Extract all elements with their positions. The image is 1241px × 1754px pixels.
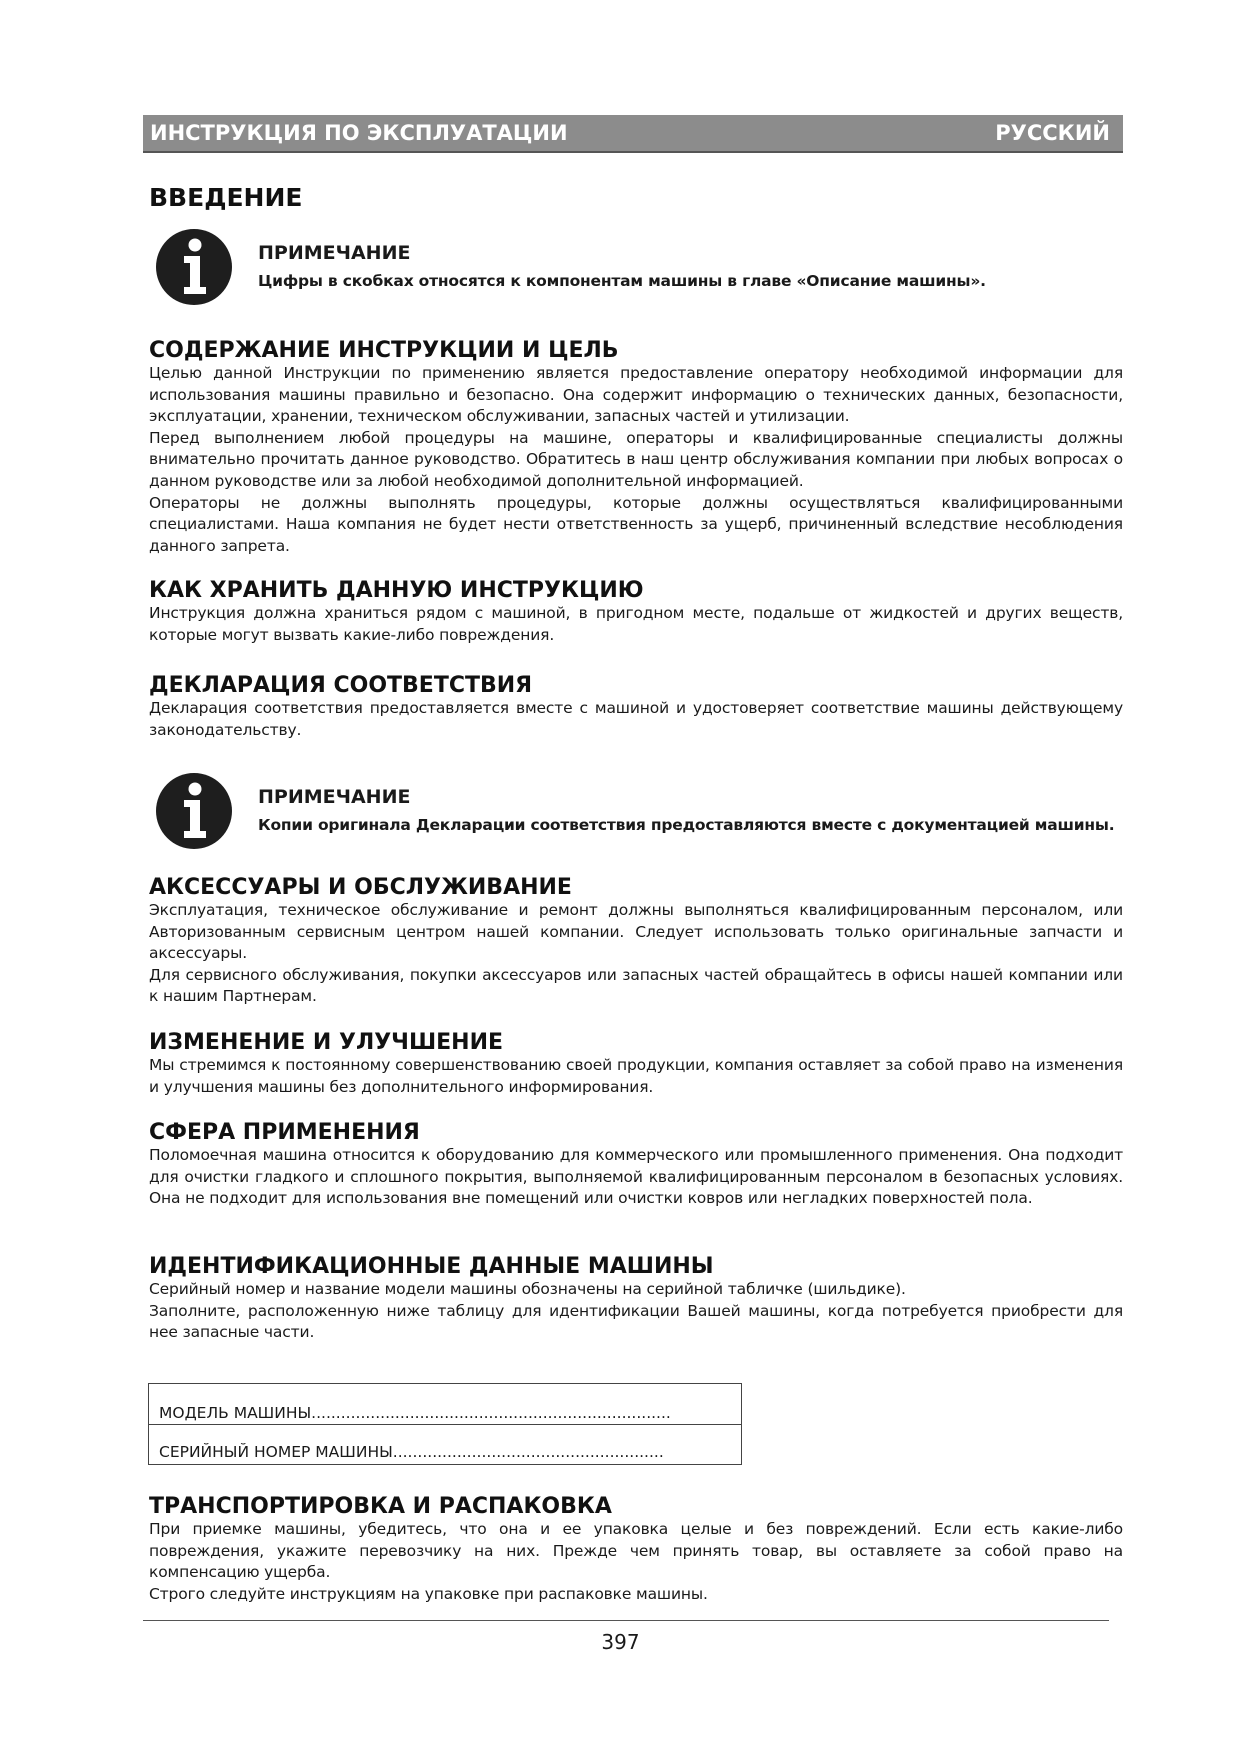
header-language: РУССКИЙ: [995, 121, 1110, 145]
note-text: Цифры в скобках относятся к компонентам машины в главе «Описание машины».: [258, 272, 986, 290]
accessories-title: АКСЕССУАРЫ И ОБСЛУЖИВАНИЕ: [149, 875, 572, 900]
identification-section: [149, 1254, 1123, 1344]
note-title: ПРИМЕЧАНИЕ: [258, 786, 411, 808]
note-block-2: [149, 772, 1123, 852]
intro-title: ВВЕДЕНИЕ: [149, 183, 303, 212]
contents-paragraph-2: Перед выполнением любой процедуры на машине, операторы и квалифицированные специалисты должны внимательно прочитать данное руководство. Обратитесь в наш центр обслуживания компании при любых вопросах о данном руководстве или за любой необходимой дополнительной информацией.: [149, 428, 1123, 490]
transport-paragraph-1: При приемке машины, убедитесь, что она и ее упаковка целые и без повреждений. Если есть какие-либо повреждения, укажите перевозчику на них. Прежде чем принять товар, вы оставляете за собой право на компенсацию ущерба.: [149, 1520, 1123, 1582]
transport-title: ТРАНСПОРТИРОВКА И РАСПАКОВКА: [149, 1494, 612, 1519]
declaration-paragraph: Декларация соответствия предоставляется вместе с машиной и удостоверяет соответствие машины действующему законодательству.: [149, 699, 1123, 739]
storage-paragraph: Инструкция должна храниться рядом с машиной, в пригодном месте, подальше от жидкостей и других веществ, которые могут вызвать какие-либо повреждения.: [149, 604, 1123, 644]
scope-section: [149, 1120, 1123, 1210]
transport-paragraph-2: Строго следуйте инструкциям на упаковке при распаковке машины.: [149, 1584, 708, 1603]
identification-paragraph-2: Заполните, расположенную ниже таблицу для идентификации Вашей машины, когда потребуется приобрести для нее запасные части.: [149, 1301, 1123, 1342]
model-field: МОДЕЛЬ МАШИНЫ.........................................................................: [159, 1404, 671, 1422]
contents-paragraph-3: Операторы не должны выполнять процедуры, которые должны осуществляться квалифицированными специалистами. Наша компания не будет нести ответственность за ущерб, причиненный вследствие несоблюдения данного запрета.: [149, 493, 1123, 555]
changes-title: ИЗМЕНЕНИЕ И УЛУЧШЕНИЕ: [149, 1030, 504, 1055]
accessories-paragraph-1: Эксплуатация, техническое обслуживание и ремонт должны выполняться квалифицированным персоналом, или Авторизованным сервисным центром нашей компании. Следует использовать только оригинальные запчасти и аксессуары.: [149, 901, 1123, 963]
scope-title: СФЕРА ПРИМЕНЕНИЯ: [149, 1120, 420, 1145]
declaration-title: ДЕКЛАРАЦИЯ СООТВЕТСТВИЯ: [149, 673, 533, 698]
note-block-1: [149, 228, 1123, 308]
declaration-section: [149, 673, 1123, 741]
page-number: 397: [601, 1630, 640, 1654]
identification-title: ИДЕНТИФИКАЦИОННЫЕ ДАННЫЕ МАШИНЫ: [149, 1254, 714, 1279]
header-bar: [143, 115, 1123, 153]
changes-paragraph: Мы стремимся к постоянному совершенствованию своей продукции, компания оставляет за собой право на изменения и улучшения машины без дополнительного информирования.: [149, 1056, 1123, 1096]
contents-section: [149, 338, 1123, 557]
accessories-paragraph-2: Для сервисного обслуживания, покупки аксессуаров или запасных частей обращайтесь в офисы нашей компании или к нашим Партнерам.: [149, 965, 1123, 1006]
footer-divider: [143, 1620, 1109, 1621]
identification-table: [148, 1383, 742, 1465]
intro-section: [149, 183, 1123, 212]
storage-section: [149, 578, 1123, 646]
contents-title: СОДЕРЖАНИЕ ИНСТРУКЦИИ И ЦЕЛЬ: [149, 338, 619, 363]
scope-paragraph: Поломоечная машина относится к оборудованию для коммерческого или промышленного применения. Она подходит для очистки гладкого и сплошного покрытия, выполняемой квалифицированным персоналом в безопасных условиях. Она не подходит для использования вне помещений или очистки ковров или негладких поверхностей пола.: [149, 1146, 1123, 1208]
header-title: ИНСТРУКЦИЯ ПО ЭКСПЛУАТАЦИИ: [150, 121, 568, 145]
identification-paragraph-1: Серийный номер и название модели машины обозначены на серийной табличке (шильдике).: [149, 1280, 906, 1298]
info-icon: [155, 772, 233, 850]
serial-field: СЕРИЙНЫЙ НОМЕР МАШИНЫ.......................................................: [149, 1424, 741, 1464]
changes-section: [149, 1030, 1123, 1098]
note-title: ПРИМЕЧАНИЕ: [258, 242, 411, 264]
storage-title: КАК ХРАНИТЬ ДАННУЮ ИНСТРУКЦИЮ: [149, 578, 644, 603]
info-icon: [155, 228, 233, 306]
transport-section: [149, 1494, 1123, 1605]
contents-paragraph-1: Целью данной Инструкции по применению является предоставление оператору необходимой информации для использования машины правильно и безопасно. Она содержит информацию о технических данных, безопасности, эксплуатации, хранении, техническом обслуживании, запасных частей и утилизации.: [149, 364, 1123, 426]
note-text: Копии оригинала Декларации соответствия предоставляются вместе с документацией машины.: [258, 816, 1115, 834]
accessories-section: [149, 875, 1123, 1008]
